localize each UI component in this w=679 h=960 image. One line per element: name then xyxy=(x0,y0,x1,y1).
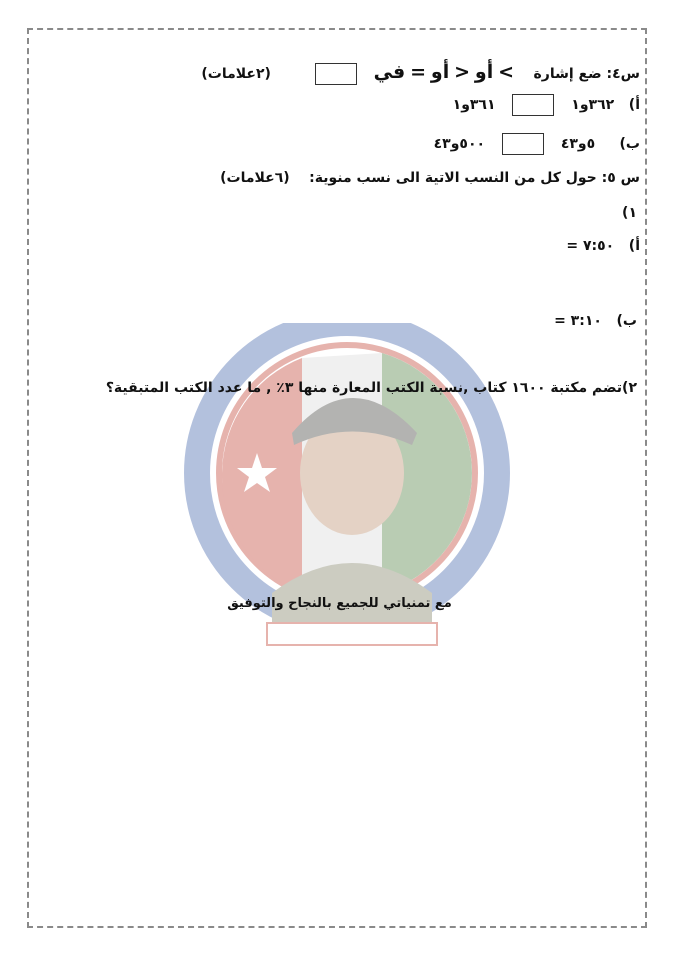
closing-message: مع تمنياتي للجميع بالنجاح والتوفيق xyxy=(227,596,452,611)
item-label: أ) xyxy=(628,97,640,113)
q4-item-b xyxy=(434,133,640,155)
item-label: ب) xyxy=(619,136,640,152)
q5-item-a xyxy=(566,238,640,254)
or-word-1: أو xyxy=(474,61,494,83)
equals-symbol: = xyxy=(410,61,427,83)
right-number: ٣٦١و١ xyxy=(452,97,496,113)
item-label: أ) xyxy=(628,238,640,254)
answer-box-a[interactable] xyxy=(512,94,554,116)
item-label: ب) xyxy=(616,313,637,329)
answer-box-example[interactable] xyxy=(315,63,357,85)
q5-item-b xyxy=(554,313,637,329)
q5-title: س ٥: حول كل من النسب الاتية الى نسب منوية: xyxy=(309,170,640,186)
q5-part1-label: ١) xyxy=(622,205,637,221)
left-number: ٥و٤٣ xyxy=(560,136,596,152)
q4-marks: (٢علامات) xyxy=(201,66,271,82)
ratio-expression: ٧:٥٠ = xyxy=(566,238,615,254)
right-number: ٥٠٠و٤٣ xyxy=(433,136,486,152)
in-word: في xyxy=(373,61,406,83)
q5-title-line xyxy=(220,170,640,186)
or-word-2: أو xyxy=(430,61,450,83)
greater-than-symbol: > xyxy=(498,61,515,83)
q4-item-a xyxy=(453,94,640,116)
q5-part2: ٢)تضم مكتبة ١٦٠٠ كتاب ,نسبة الكتب المعارة منها ٣٪ , ما عدد الكتب المتبقية؟ xyxy=(105,380,637,396)
ratio-expression: ٣:١٠ = xyxy=(554,313,602,329)
q4-title: س٤: ضع إشارة xyxy=(533,66,640,82)
q5-marks: (٦علامات) xyxy=(220,170,290,186)
less-than-symbol: < xyxy=(454,61,471,83)
left-number: ٣٦٢و١ xyxy=(571,97,615,113)
answer-box-b[interactable] xyxy=(502,133,544,155)
q4-title-line xyxy=(201,61,640,85)
